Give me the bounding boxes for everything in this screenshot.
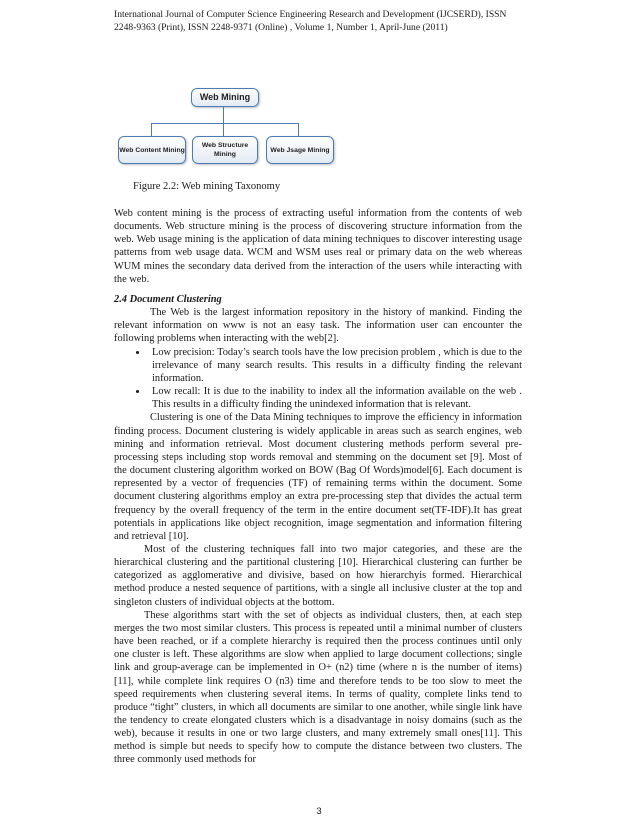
web-mining-node: Web Mining — [191, 88, 259, 107]
web-structure-mining-node: Web Structure Mining — [192, 136, 258, 164]
journal-header — [114, 8, 534, 34]
connector-right — [298, 123, 299, 136]
connector-middle — [223, 123, 224, 136]
connector-root-down — [223, 107, 224, 123]
web-usage-mining-node: Web Jsage Mining — [266, 136, 334, 164]
page-number: 3 — [316, 806, 322, 817]
section-heading: 2.4 Document Clustering — [114, 294, 222, 305]
intro-text — [114, 207, 522, 286]
web-mining-taxonomy-diagram — [114, 84, 514, 170]
paragraph-3: Most of the clustering techniques fall into two major categories, and these are the hierarchical clustering and the partitional clustering [10]. Hierarchical clustering can further be categorized as agglomerative and divisive, based on how hierarchyis formed. Hierarchical method produce a nested sequence of partitions, with a single all inclusive cluster at the top and singleton clusters of individual objects at the bottom. — [114, 543, 522, 608]
section-document-clustering — [114, 293, 522, 767]
web-content-mining-node: Web Content Mining — [118, 136, 186, 164]
intro-paragraph: Web content mining is the process of extracting useful information from the contents of web documents. Web structure mining is the process of discovering structure information from the web. Web usage mining is the application of data mining techniques to discover interesting usage patterns from web usage data. WCM and WSM uses real or primary data on the web whereas WUM mines the secondary data derived from the interaction of the users while interacting with the web. — [114, 208, 522, 285]
paragraph-1: The Web is the largest information repository in the history of mankind. Finding the relevant information on www is not an easy task. The information user can encounter the following problems when interacting with the web[2]. — [114, 307, 522, 345]
figure-caption: Figure 2.2: Web mining Taxonomy — [133, 181, 281, 192]
bullet-low-recall: • Low recall: It is due to the inability to index all the information available on the web . This results in a difficulty finding the unindexed information that is relevant. — [148, 385, 522, 411]
problem-list — [114, 346, 522, 412]
connector-horizontal — [151, 123, 298, 124]
paragraph-2: Clustering is one of the Data Mining techniques to improve the efficiency in information finding process. Document clustering is widely applicable in areas such as search engines, web mining and information retrieval. Most document clustering methods perform several pre-processing steps including stop words removal and stemming on the document set [9]. Most of the document clustering algorithm worked on BOW (Bag Of Words)model[6]. Each document is represented by a vector of frequencies (TF) of remaining terms within the document. Some document clustering algorithms employ an extra pre-processing step that divides the actual term frequency by the overall frequency of the term in the entire document set(TF-IDF).It has great potentials in applications like object recognition, image segmentation and information filtering and retrieval [10]. — [114, 412, 522, 542]
paragraph-4: These algorithms start with the set of objects as individual clusters, then, at each step merges the two most similar clusters. This process is repeated until a minimal number of clusters have been reached, or if a complete hierarchy is required then the process continues until only one cluster is left. These algorithms are slow when applied to large document collections; single link and group-average can be implemented in O+ (n2) time (where n is the number of items) [11], while complete link requires O (n3) time and therefore tends to be too slow to meet the speed requirements when clustering several items. In terms of quality, complete links tend to produce “tight” clusters, in which all documents are similar to one another, while single link have the tendency to create elongated clusters which is a disadvantage in noisy domains (such as the web), because it results in one or two large clusters, and many extremely small ones[11]. This method is simple but needs to specify how to compute the distance between two clusters. The three commonly used methods for — [114, 609, 522, 766]
connector-left — [151, 123, 152, 136]
header-line-1: International Journal of Computer Science Engineering Research and Development (IJCSERD), ISSN — [114, 9, 507, 20]
bullet-low-precision: • Low precision: Today’s search tools have the low precision problem , which is due to the irrelevance of many search results. This results in a difficulty finding the relevant information. — [148, 346, 522, 385]
header-line-2: 2248-9363 (Print), ISSN 2248-9371 (Online) , Volume 1, Number 1, April-June (2011) — [114, 22, 448, 33]
